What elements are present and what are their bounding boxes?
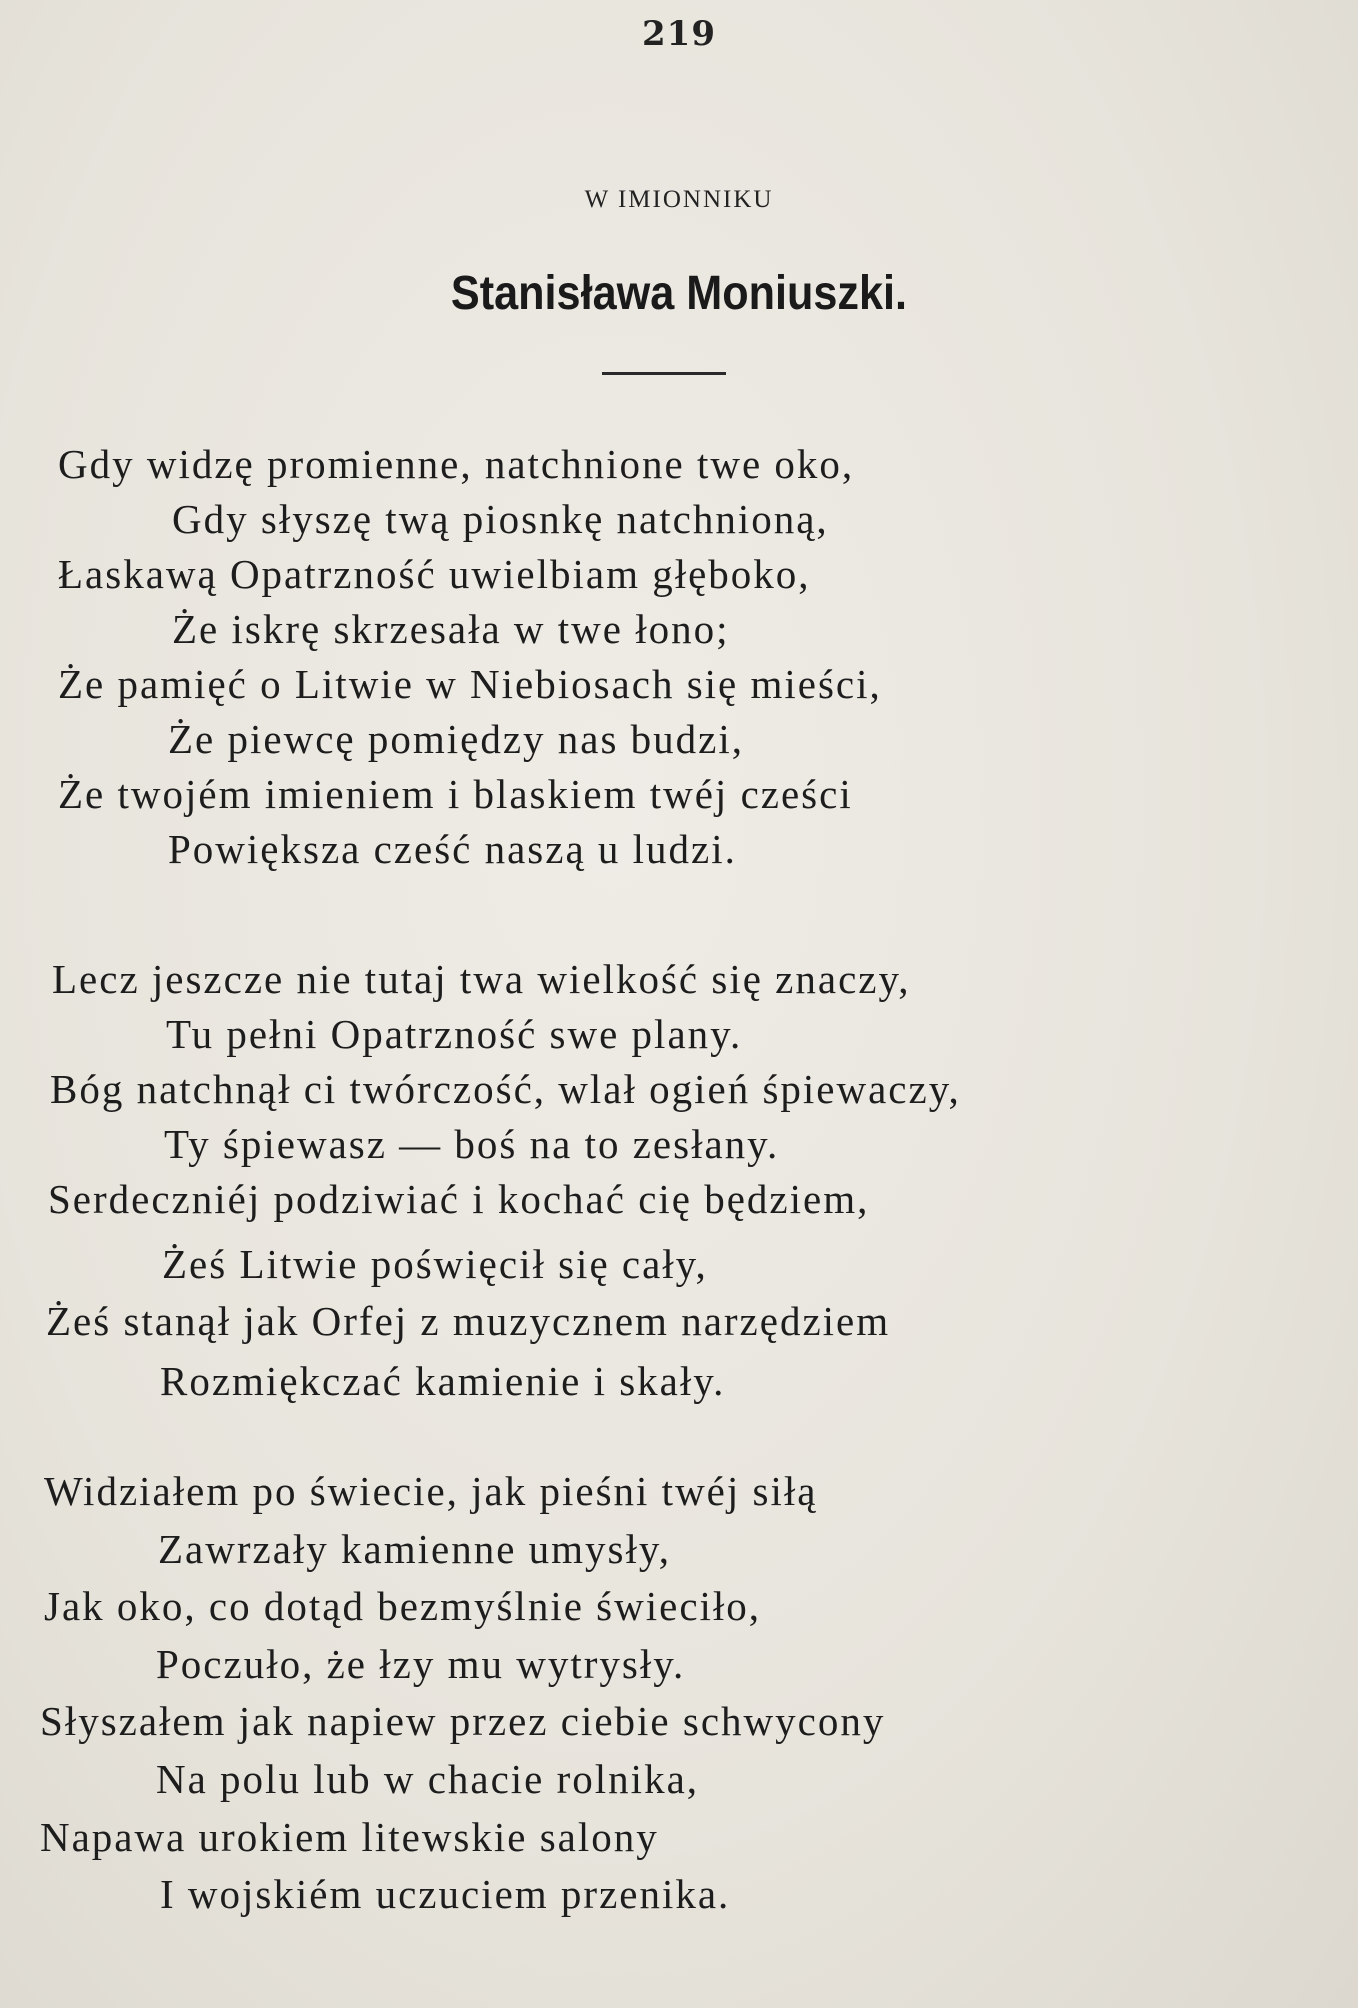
poem-line: Rozmiękczać kamienie i skały. [160, 1358, 726, 1404]
poem-title: Stanisława Moniuszki. [450, 267, 908, 320]
poem-line: I wojskiém uczuciem przenika. [160, 1871, 731, 1917]
poem-line: Tu pełni Opatrzność swe plany. [166, 1011, 743, 1057]
title-divider [602, 372, 726, 375]
page-number: 219 [642, 14, 716, 54]
poem-line: Że piewcę pomiędzy nas budzi, [168, 716, 745, 762]
poem-subheading: W IMIONNIKU [584, 186, 774, 213]
poem-line: Poczuło, że łzy mu wytrysły. [156, 1641, 686, 1687]
poem-line: Serdeczniéj podziwiać i kochać cię będziem, [48, 1176, 870, 1222]
poem-line: Słyszałem jak napiew przez ciebie schwycony [40, 1698, 886, 1744]
poem-line: Jak oko, co dotąd bezmyślnie świeciło, [44, 1583, 762, 1629]
poem-line: Widziałem po świecie, jak pieśni twéj siłą [44, 1468, 818, 1514]
poem-line: Powiększa cześć naszą u ludzi. [168, 826, 737, 872]
poem-line: Że pamięć o Litwie w Niebiosach się mieści, [58, 661, 882, 707]
poem-line: Ty śpiewasz — boś na to zesłany. [164, 1121, 780, 1167]
poem-line: Żeś stanął jak Orfej z muzycznem narzędziem [46, 1298, 891, 1344]
poem-line: Że twojém imieniem i blaskiem twéj cześci [58, 771, 853, 817]
poem-line: Gdy słyszę twą piosnkę natchnioną, [172, 496, 829, 542]
poem-line: Żeś Litwie poświęcił się cały, [162, 1241, 708, 1287]
poem-line: Gdy widzę promienne, natchnione twe oko, [58, 441, 855, 487]
poem-line: Bóg natchnął ci twórczość, wlał ogień śpiewaczy, [50, 1066, 961, 1112]
poem-line: Lecz jeszcze nie tutaj twa wielkość się znaczy, [52, 956, 911, 1002]
poem-line: Na polu lub w chacie rolnika, [156, 1756, 700, 1802]
poem-line: Zawrzały kamienne umysły, [158, 1526, 671, 1572]
poem-line: Łaskawą Opatrzność uwielbiam głęboko, [58, 551, 811, 597]
poem-line: Napawa urokiem litewskie salony [40, 1814, 659, 1860]
poem-line: Że iskrę skrzesała w twe łono; [172, 606, 730, 652]
